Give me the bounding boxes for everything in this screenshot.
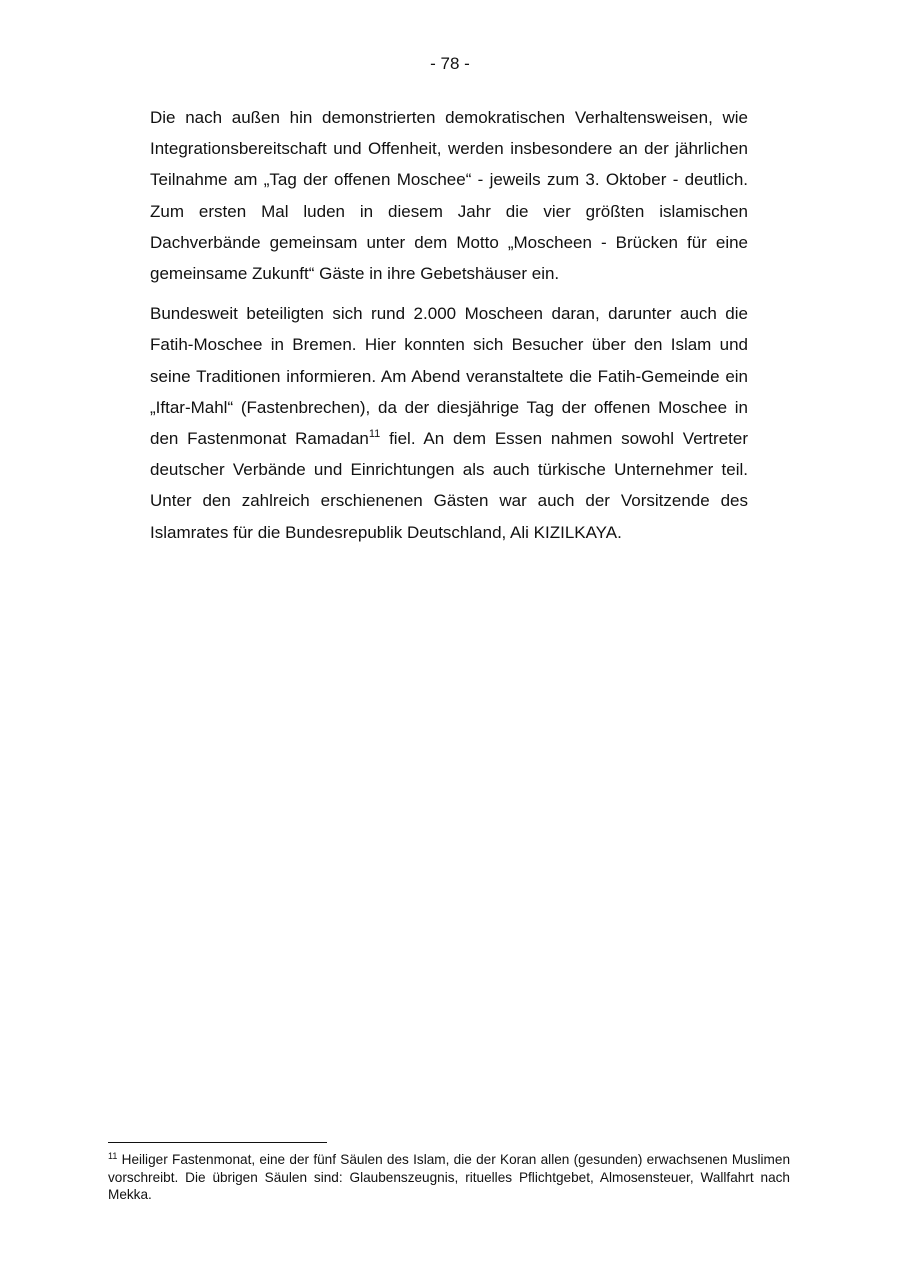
footnote-text: Heiliger Fastenmonat, eine der fünf Säulen des Islam, die der Koran allen (gesunden) erwachsenen Muslimen vorschreibt. Die übrigen Säulen sind: Glaubenszeugnis, rituelles Pflichtgebet, Almosensteuer, Wallfahrt nach Mekka.	[108, 1152, 790, 1202]
footnote-marker: 11	[108, 1151, 118, 1161]
body-text	[150, 102, 748, 557]
footnote-reference: 11	[368, 428, 381, 441]
footnote-separator	[108, 1142, 327, 1143]
paragraph-2-text-b: fiel. An dem Essen nahmen sowohl Vertreter deutscher Verbände und Einrichtungen als auch türkische Unternehmer teil. Unter den zahlreich erschienenen Gästen war auch der Vorsitzende des Islamrates für die Bundesrepublik Deutschland, Ali KIZILKAYA.	[150, 429, 748, 542]
paragraph-2-text-a: Bundesweit beteiligten sich rund 2.000 Moscheen daran, darunter auch die Fatih-Moschee in Bremen. Hier konnten sich Besucher über den Islam und seine Traditionen informieren. Am Abend veranstaltete die Fatih-Gemeinde ein „Iftar-Mahl“ (Fastenbrechen), da der diesjährige Tag der offenen Moschee in den Fastenmonat Ramadan	[150, 304, 748, 449]
footnote	[108, 1151, 790, 1204]
paragraph-1: Die nach außen hin demonstrierten demokratischen Verhaltensweisen, wie Integrationsbereitschaft und Offenheit, werden insbesondere an der jährlichen Teilnahme am „Tag der offenen Moschee“ - jeweils zum 3. Oktober - deutlich. Zum ersten Mal luden in diesem Jahr die vier größten islamischen Dachverbände gemeinsam unter dem Motto „Moscheen - Brücken für eine gemeinsame Zukunft“ Gäste in ihre Gebetshäuser ein.	[150, 108, 748, 284]
page-number: - 78 -	[430, 54, 470, 73]
paragraph-2	[150, 298, 748, 548]
